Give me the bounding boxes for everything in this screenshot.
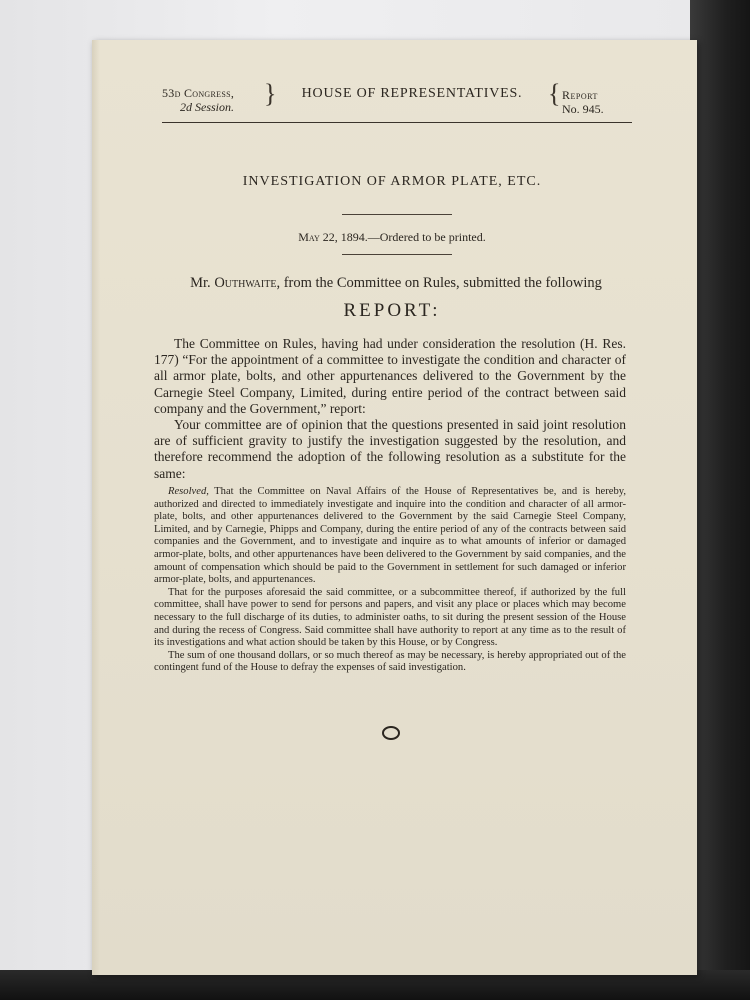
congress-label: 53d Congress, (162, 86, 235, 100)
header-rule (162, 122, 632, 123)
session-label: 2d Session. (180, 100, 234, 114)
resolution-clause-3: The sum of one thousand dollars, or so much thereof as may be necessary, is hereby appropriated out of the contingent fund of the House to defray the expenses of said investigation. (154, 649, 626, 674)
congress-session-block (162, 86, 272, 114)
document-title: INVESTIGATION OF ARMOR PLATE, ETC. (242, 174, 542, 189)
printer-ornament-icon (382, 726, 400, 740)
dateline (192, 230, 592, 245)
resolution-clause-1-text: That the Committee on Naval Affairs of the House of Representatives be, and is hereby, authorized and directed to immediately investigate and inquire into the condition and character of all armor-plate, bolts, and other appurtenances delivered to the Government by the said Carnegie Steel Company, Limited, and by Carnegie, Phipps and Company, during the entire period of any of the contracts between said companies and the Government, and to investigate and inquire as to what amounts of inferior or damaged armor-plate, bolts, and other appurtenances have been delivered to the Government by said companies, and the amount of compensation which should be paid to the Government in settlement for such damaged or inferior armor-plate, bolts, and appurtenances. (154, 486, 626, 586)
resolution-text (154, 486, 626, 675)
report-label: Report (562, 88, 598, 102)
resolution-clause-2: That for the purposes aforesaid the said committee, or a subcommittee thereof, if authorized by the full committee, shall have power to send for persons and papers, and visit any place or places which may become necessary to the full discharge of its duties, to administer oaths, to sit during the present session of the House and during the recess of Congress. Said committee shall have authority to report at any time as to the result of its investigations and what action should be taken by this House, or by Congress. (154, 586, 626, 649)
resolution-clause-1 (154, 486, 626, 587)
left-brace: } (264, 79, 277, 108)
dateline-order: —Ordered to be printed. (367, 230, 486, 244)
resolved-word: Resolved, (168, 486, 209, 497)
report-body (154, 336, 626, 482)
title-rule (342, 214, 452, 215)
backdrop-dark-edge (690, 0, 750, 1000)
report-number-block (562, 88, 632, 116)
dateline-date: May 22, 1894. (298, 230, 368, 244)
intro-prefix: Mr. (190, 275, 215, 291)
report-heading: REPORT: (343, 300, 441, 321)
report-number: No. 945. (562, 102, 604, 116)
paragraph-committee: The Committee on Rules, having had under consideration the resolution (H. Res. 177) “For the appointment of a committee to investigate the condition and character of all armor plate, bolts, and other appurtenances delivered to the Government by the Carnegie Steel Company, Limited, during entire period of the contract between said company and the Government,” report: (154, 336, 626, 416)
chamber-heading: HOUSE OF REPRESENTATIVES. (301, 86, 523, 101)
intro-line (156, 275, 636, 292)
intro-rest: , from the Committee on Rules, submitted the following (276, 275, 602, 291)
document-page (92, 40, 697, 975)
member-name: Outhwaite (214, 275, 277, 291)
right-brace: { (548, 79, 561, 108)
paragraph-opinion: Your committee are of opinion that the questions presented in said joint resolution are of sufficient gravity to justify the investigation suggested by the resolution, and therefore recommend the adoption of the following resolution as a substitute for the same: (154, 417, 626, 481)
dateline-rule (342, 254, 452, 255)
